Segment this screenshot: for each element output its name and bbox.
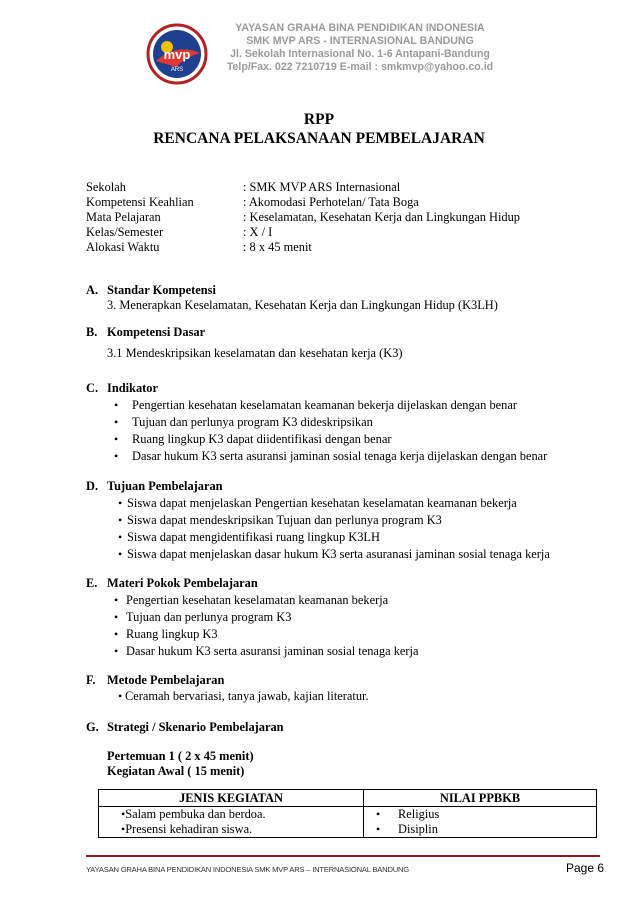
list-item: • Ceramah bervariasi, tanya jawab, kajian literatur.: [118, 689, 369, 703]
value-cell: [364, 807, 597, 838]
activity-cell: [99, 807, 364, 838]
list-item: • Ruang lingkup K3: [114, 627, 218, 641]
list-item: • Religius: [376, 807, 440, 821]
section-a-body: 3. Menerapkan Keselamatan, Kesehatan Kerja dan Lingkungan Hidup (K3LH): [107, 298, 498, 312]
list-item: • Tujuan dan perlunya program K3 dideskripsikan: [114, 415, 373, 429]
bullet-icon: •: [376, 822, 381, 836]
activity-table: [98, 789, 597, 838]
table-row: [99, 807, 597, 838]
list-item: • Pengertian kesehatan keselamatan keamanan bekerja dijelaskan dengan benar: [114, 398, 517, 412]
section-e-heading: [86, 576, 258, 591]
column-header-activity: JENIS KEGIATAN: [99, 790, 364, 807]
document-title: RPP: [303, 111, 335, 128]
column-header-value: NILAI PPBKB: [364, 790, 597, 807]
section-letter: A.: [86, 283, 99, 297]
list-item: • Disiplin: [376, 822, 438, 836]
bullet-icon: •: [118, 547, 123, 561]
bullet-icon: •: [114, 398, 119, 412]
header-contact: Telp/Fax. 022 7210719 E-mail : smkmvp@yahoo.co.id: [226, 61, 494, 73]
section-b-heading: [86, 325, 205, 340]
footer-text: YAYASAN GRAHA BINA PENDIDIKAN INDONESIA SMK MVP ARS – INTERNASIONAL BANDUNG: [86, 865, 410, 874]
bullet-icon: •: [121, 807, 126, 821]
section-letter: G.: [86, 720, 99, 734]
list-item: • Siswa dapat mendeskripsikan Tujuan dan perlunya program K3: [118, 513, 442, 527]
svg-text:ARS: ARS: [170, 67, 184, 73]
bullet-icon: •: [114, 415, 119, 429]
section-title: Indikator: [107, 381, 158, 395]
section-letter: E.: [86, 576, 98, 590]
list-item: • Siswa dapat menjelaskan dasar hukum K3 serta asuranasi jaminan sosial tenaga kerja: [118, 547, 550, 561]
section-c-heading: [86, 381, 158, 396]
list-item: • Dasar hukum K3 serta asuransi jaminan sosial tenaga kerja dijelaskan dengan benar: [114, 449, 548, 463]
meeting-label: Pertemuan 1 ( 2 x 45 menit): [107, 749, 254, 763]
info-label-subject: Mata Pelajaran: [86, 210, 161, 224]
page-number: Page 6: [566, 861, 605, 875]
bullet-icon: •: [118, 689, 123, 703]
info-value-class: : X / I: [243, 225, 273, 239]
section-title: Standar Kompetensi: [107, 283, 216, 297]
section-b-body: 3.1 Mendeskripsikan keselamatan dan kesehatan kerja (K3): [107, 346, 403, 360]
section-title: Tujuan Pembelajaran: [107, 479, 223, 493]
section-letter: C.: [86, 381, 99, 395]
info-value-time: : 8 x 45 menit: [243, 240, 312, 254]
header-school-name: SMK MVP ARS - INTERNASIONAL BANDUNG: [246, 35, 474, 47]
bullet-icon: •: [118, 530, 123, 544]
info-label-expertise: Kompetensi Keahlian: [86, 195, 194, 209]
bullet-icon: •: [376, 807, 381, 821]
list-item: • Dasar hukum K3 serta asuransi jaminan sosial tenaga kerja: [114, 644, 419, 658]
section-title: Materi Pokok Pembelajaran: [107, 576, 258, 590]
section-letter: F.: [86, 673, 96, 687]
bullet-icon: •: [118, 513, 123, 527]
svg-text:mvp: mvp: [163, 47, 191, 62]
list-item: •Salam pembuka dan berdoa.: [121, 807, 266, 821]
bullet-icon: •: [114, 610, 119, 624]
section-title: Strategi / Skenario Pembelajaran: [107, 720, 284, 734]
section-d-heading: [86, 479, 223, 494]
bullet-icon: •: [114, 627, 119, 641]
section-g-heading: [86, 720, 284, 735]
bullet-icon: •: [114, 449, 119, 463]
list-item: • Siswa dapat mengidentifikasi ruang lingkup K3LH: [118, 530, 380, 544]
bullet-icon: •: [114, 432, 119, 446]
header-foundation-name: YAYASAN GRAHA BINA PENDIDIKAN INDONESIA: [235, 22, 485, 34]
document-subtitle: RENCANA PELAKSANAAN PEMBELAJARAN: [153, 130, 485, 147]
header-address: Jl. Sekolah Internasional No. 1-6 Antapani-Bandung: [230, 48, 490, 60]
bullet-icon: •: [121, 822, 126, 836]
table-header-row: [99, 790, 597, 807]
bullet-icon: •: [118, 496, 123, 510]
list-item: •Presensi kehadiran siswa.: [121, 822, 253, 836]
list-item: • Tujuan dan perlunya program K3: [114, 610, 292, 624]
bullet-icon: •: [114, 593, 119, 607]
info-value-subject: : Keselamatan, Kesehatan Kerja dan Lingkungan Hidup: [243, 210, 520, 224]
info-value-school: : SMK MVP ARS Internasional: [243, 180, 401, 194]
info-label-time: Alokasi Waktu: [86, 240, 160, 254]
section-title: Metode Pembelajaran: [107, 673, 225, 687]
section-letter: B.: [86, 325, 98, 339]
info-label-class: Kelas/Semester: [86, 225, 164, 239]
section-letter: D.: [86, 479, 99, 493]
section-title: Kompetensi Dasar: [107, 325, 206, 339]
activity-label: Kegiatan Awal ( 15 menit): [107, 764, 245, 778]
list-item: • Pengertian kesehatan keselamatan keamanan bekerja: [114, 593, 389, 607]
bullet-icon: •: [114, 644, 119, 658]
footer-divider: [86, 855, 600, 857]
list-item: • Ruang lingkup K3 dapat diidentifikasi dengan benar: [114, 432, 392, 446]
section-f-heading: [86, 673, 224, 688]
info-value-expertise: : Akomodasi Perhotelan/ Tata Boga: [243, 195, 419, 209]
info-label-school: Sekolah: [86, 180, 126, 194]
list-item: • Siswa dapat menjelaskan Pengertian kesehatan keselamatan keamanan bekerja: [118, 496, 517, 510]
section-a-heading: [86, 283, 216, 298]
